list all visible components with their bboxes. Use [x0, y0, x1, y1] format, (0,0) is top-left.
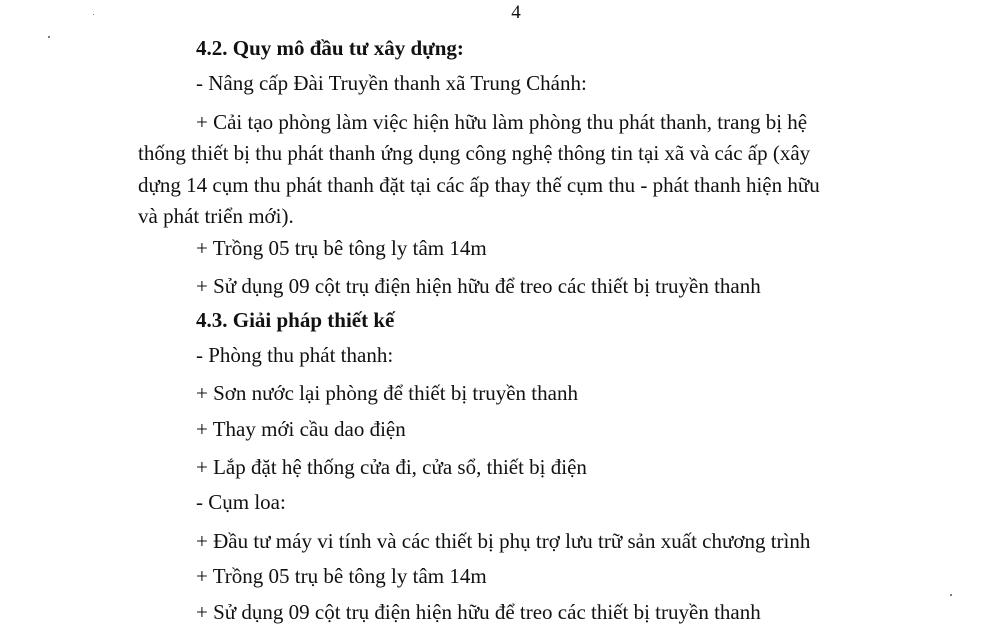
- section-heading-4-3: 4.3. Giải pháp thiết kế: [196, 308, 395, 332]
- list-item: + Lắp đặt hệ thống cửa đi, cửa sổ, thiết bị điện: [196, 455, 587, 479]
- scan-speck: [48, 36, 50, 38]
- list-item: + Sử dụng 09 cột trụ điện hiện hữu để treo các thiết bị truyền thanh: [196, 274, 761, 298]
- page-number: 4: [511, 2, 521, 23]
- paragraph-line: + Cải tạo phòng làm việc hiện hữu làm phòng thu phát thanh, trang bị hệ: [196, 110, 808, 134]
- list-item: + Trồng 05 trụ bê tông ly tâm 14m: [196, 236, 487, 260]
- paragraph-line: và phát triển mới).: [138, 204, 294, 228]
- scan-speck: [950, 594, 952, 596]
- paragraph-line: dựng 14 cụm thu phát thanh đặt tại các ấp thay thế cụm thu - phát thanh hiện hữu: [138, 173, 820, 197]
- list-item-upgrade-station: - Nâng cấp Đài Truyền thanh xã Trung Chánh:: [196, 71, 587, 95]
- list-item-recording-room: - Phòng thu phát thanh:: [196, 343, 394, 367]
- list-item: + Sử dụng 09 cột trụ điện hiện hữu để treo các thiết bị truyền thanh: [196, 600, 761, 624]
- list-item: + Trồng 05 trụ bê tông ly tâm 14m: [196, 564, 487, 588]
- list-item: + Đầu tư máy vi tính và các thiết bị phụ trợ lưu trữ sản xuất chương trình: [196, 529, 811, 553]
- scan-speck: [93, 14, 94, 15]
- list-item: + Thay mới cầu dao điện: [196, 417, 406, 441]
- section-heading-4-2: 4.2. Quy mô đầu tư xây dựng:: [196, 36, 464, 60]
- paragraph-line: thống thiết bị thu phát thanh ứng dụng công nghệ thông tin tại xã và các ấp (xây: [138, 141, 811, 165]
- list-item: + Sơn nước lại phòng để thiết bị truyền thanh: [196, 381, 578, 405]
- list-item-speaker-cluster: - Cụm loa:: [196, 490, 286, 514]
